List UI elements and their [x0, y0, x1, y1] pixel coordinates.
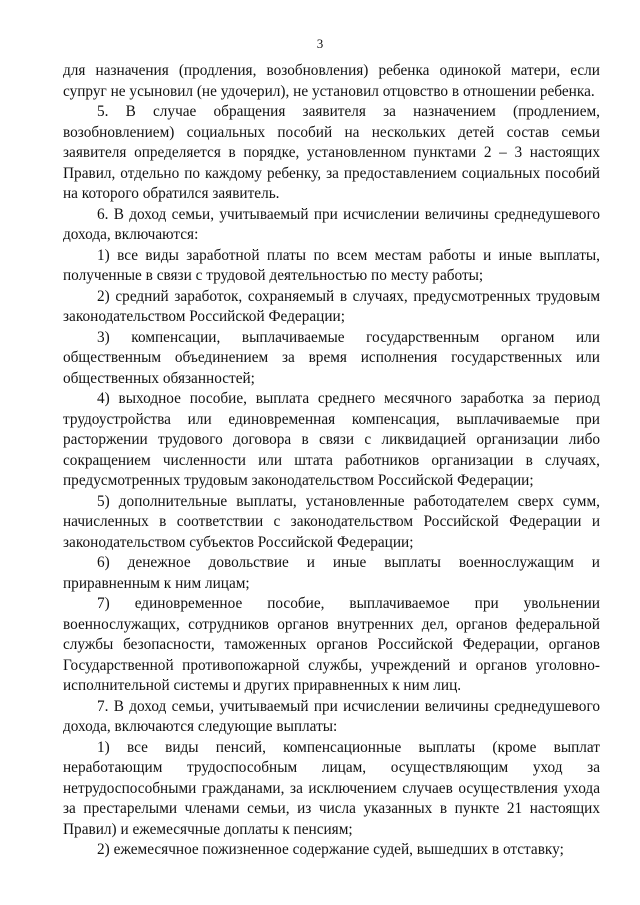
- paragraph-continuation: для назначения (продления, возобновления) ребенка одинокой матери, если супруг не усыновил (не удочерил), не установил отцовство в отношении ребенка.: [63, 62, 600, 100]
- paragraph-item-5: 5. В случае обращения заявителя за назначением (продлением, возобновлением) социальных пособий на нескольких детей состав семьи заявителя определяется в порядке, установленном пунктами 2 – 3 настоящих Правил, отдельно по каждому ребенку, за предоставлением социальных пособий на которого обратился заявитель.: [63, 103, 600, 202]
- subitem-6-2: 2) средний заработок, сохраняемый в случаях, предусмотренных трудовым законодательством Российской Федерации;: [63, 287, 600, 325]
- subitem-6-6: 6) денежное довольствие и иные выплаты военнослужащим и приравненным к ним лицам;: [63, 554, 600, 592]
- subitem-6-3: 3) компенсации, выплачиваемые государственным органом или общественным объединением за время исполнения государственных или общественных обязанностей;: [63, 328, 600, 387]
- subitem-6-5: 5) дополнительные выплаты, установленные работодателем сверх сумм, начисленных в соответствии с законодательством Российской Федерации и законодательством субъектов Российской Федерации;: [63, 492, 600, 551]
- subitem-6-4: 4) выходное пособие, выплата среднего месячного заработка за период трудоустройства или единовременная компенсация, выплачиваемые при расторжении трудового договора в связи с ликвидацией организации либо сокращением численности или штата работников организации в случаях, предусмотренных трудовым законодательством Российской Федерации;: [63, 390, 600, 489]
- page-number: 3: [316, 36, 324, 51]
- document-body: [63, 61, 600, 861]
- subitem-7-1: 1) все виды пенсий, компенсационные выплаты (кроме выплат неработающим трудоспособным лицам, осуществляющим уход за нетрудоспособными гражданами, за исключением случаев осуществления ухода за престарелыми членами семьи, из числа указанных в пункте 21 настоящих Правил) и ежемесячные доплаты к пенсиям;: [63, 738, 600, 838]
- paragraph-item-6: 6. В доход семьи, учитываемый при исчислении величины среднедушевого дохода, включаются:: [63, 205, 600, 243]
- subitem-6-7: 7) единовременное пособие, выплачиваемое при увольнении военнослужащих, сотрудников органов внутренних дел, органов федеральной службы безопасности, таможенных органов Российской Федерации, органов Государственной противопожарной службы, учреждений и органов уголовно-исполнительной системы и других приравненных к ним лиц.: [63, 595, 600, 694]
- subitem-7-2: 2) ежемесячное пожизненное содержание судей, вышедших в отставку;: [97, 841, 564, 858]
- subitem-6-1: 1) все виды заработной платы по всем местам работы и иные выплаты, полученные в связи с трудовой деятельностью по месту работы;: [63, 246, 600, 284]
- paragraph-item-7: 7. В доход семьи, учитываемый при исчислении величины среднедушевого дохода, включаются следующие выплаты:: [63, 697, 600, 735]
